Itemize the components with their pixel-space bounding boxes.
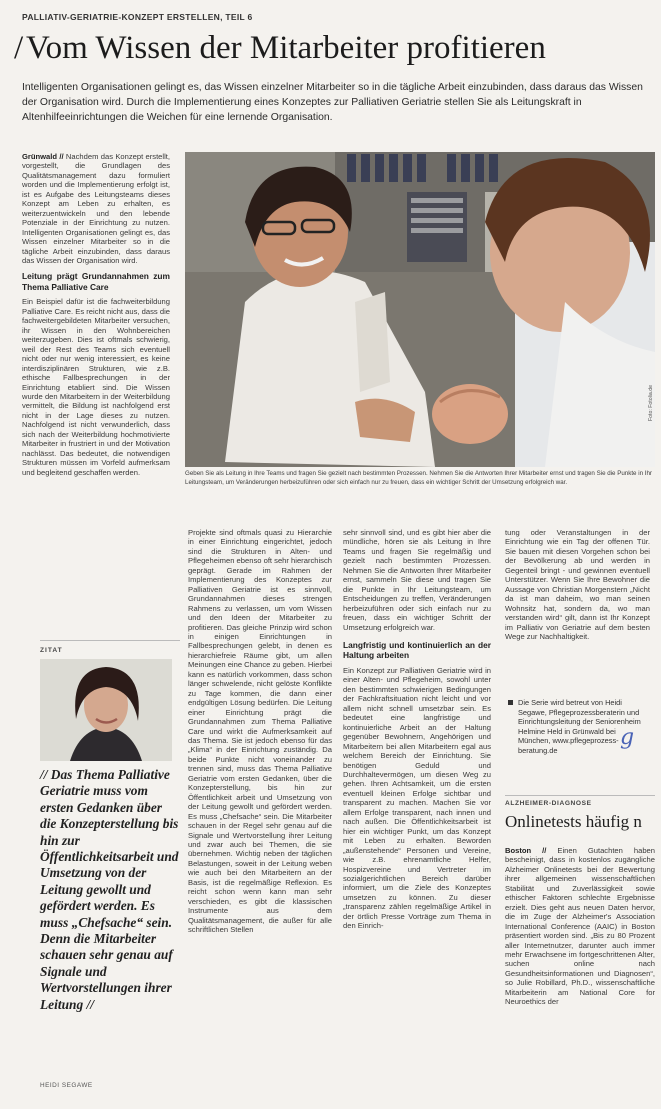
photo-credit: Foto: Fotolia.de	[648, 385, 654, 422]
photo-illustration	[185, 152, 655, 467]
col1-paragraph-1: Nachdem das Konzept erstellt, vorgestellt, die Grundlagen des Qualitätsmanagement dazu formuliert worden und die Implementierung erfolgt ist, ist es Aufgabe des Leitungsteams dieses Konzept am Leben zu erhalten, es weiterzuentwickeln und den lebende Potenziale in der Einrichtung zu nutzen. Intelligenten Organisationen gelingt es, das Wissen einzelner Mitarbeiter so in die tägliche Arbeit einzubinden, dass daraus das Wissen der Organisation wird.	[22, 152, 170, 265]
col3-subhead: Langfristig und kontinuierlich an der Haltung arbeiten	[343, 639, 491, 661]
article-headline	[14, 30, 546, 67]
column-1	[22, 152, 170, 605]
col4-paragraph-1: tung oder Veranstaltungen in der Einrichtung wie ein Tag der offenen Tür. Sie bauen mit diesen Vorgehen schon bei der Bevölkerung ab und werden in Gegenteil bringt - und gewinnen eventuell Unterstützer. Wenn Sie Ihre Bewohner die Aussage von Christian Morgenstern „Nicht da ist man daheim, wo man seinen Wohnsitz hat, sondern da, wo man verstanden wird“ gilt, dann ist Ihr Konzept im Palliativ von Geriatrie auf dem besten Wege zur Nachhaltigkeit.	[505, 528, 650, 641]
col3-paragraph-2: Ein Konzept zur Palliativen Geriatrie wird in einer Alten- und Pflegeheim, sowohl unter den bestimmten schwierigen Bedingungen der Fachkraftsituation nicht leicht und vor allem nicht schnell umsetzbar sein. Es bedeutet eine langfristige und kontinuierliche Arbeit an der Haltung gegenüber Bewohnern, Angehörigen und Mitarbeitern bei allen Mitarbeitern egal aus welchem Bereich der Einrichtung. Sie benötigen Geduld und Durchhaltevermögen, um diesen Weg zu gehen. Ihren Achtsamkeit, um die ersten eventuell kleinen Erfolge sichtbar und transparent zu machen. Machen Sie vor allem Erfolge transparent, nach innen und nach außen. Die Öffentlichkeitsarbeit ist hier ein wichtiger Punkt, um das Konzept mit Leben zu erhalten. Beworden „außenstehende“ Personen und Vereine, wie z.B. ehrenamtliche Helfer, Hospizvereine und Vertreter im sozialgerichtlichen Bereich darüber informiert, um die Ziele des Konzeptes umsetzen zu können. Zu dieser „transparenz zählen regelmäßige Artikel in der örtlich Presse Vorträge zum Thema in den Einrich-	[343, 665, 491, 931]
photo-caption: Geben Sie als Leitung in Ihre Teams und fragen Sie gezielt nach bestimmten Prozessen. Nehmen Sie die Antworten Ihrer Mitarbeiter ernst und tragen Sie die Punkte in Ihr Leitungsteam, um Veränderungen herbeizuführen oder sich einfach nur zu freuen, dass ein wichtiger Schritt der Umsetzung erfolgreich war.	[185, 470, 652, 486]
zitat-label: ZITAT	[40, 647, 63, 654]
col3-paragraph-1: sehr sinnvoll sind, und es gibt hier aber die mündliche, hören sie als Leitung in Ihre Teams und fragen Sie regelmäßig und gezielt nach bestimmten Prozessen. Nehmen Sie die Antworten Ihrer Mitarbeiter ernst, sammeln Sie diese und tragen Sie die Punkte in Ihr Leitungsteam, um Entscheidungen zu treffen, Veränderungen herbeizuführen oder sich einfach nur zu freuen, dass ein wichtiger Schritt der Umsetzung erfolgreich war.	[343, 528, 491, 632]
info-bullet-square	[508, 700, 513, 705]
article-photo	[185, 152, 655, 467]
author-portrait	[40, 659, 172, 761]
portrait-illustration	[40, 659, 172, 761]
article-intro: Intelligenten Organisationen gelingt es, das Wissen einzelner Mitarbeiter so in die tägliche Arbeit einzubinden, dass daraus das Wissen der Organisation wird. Durch die Implementierung eines Konzeptes zur Palliativen Geriatrie stellen Sie als Leitungskraft in Altenhilfeeinrichtungen die Weichen für eine lernende Organisation.	[22, 82, 643, 124]
section-divider	[505, 795, 655, 796]
column-4-bottom	[505, 846, 655, 1103]
section-label: ALZHEIMER-DIAGNOSE	[505, 800, 592, 807]
col1-paragraph-2: Ein Beispiel dafür ist die fachweiterbildung Palliative Care. Es reicht nicht aus, dass die fachweitergebildeten Mitarbeiter versuchen, ihr Wissen in den Wohnbereichen weiterzugeben. Dies ist oftmals schwierig, weil der Rest des Teams sich eventuell nicht oder nur wenig interessiert, es keine interdisziplinären Strukturen, wie z.B. ethische Fallbesprechungen in der Einrichtung etabliert sind. Die Wissen wurde den Mitarbeitern in der Weiterbildung vermittelt, die Bildung ist nachfolgend erst nicht in der Lage dieses zu nutzen. Nachfolgend ist nicht verwunderlich, dass sich nach der Weiterbildung hochmotivierte Mitarbeiter in frustriert in und der Motivation nachlässt. Das bedeutet, die notwendigen Strukturen müssen im Vorfeld aufmerksam und begleitend geschaffen werden.	[22, 297, 170, 477]
column-2	[188, 528, 332, 1103]
col4-paragraph-2: Einen Gutachten haben bescheinigt, dass in kostenlos zugängliche Alzheimer Onlinetests bei der Bewertung ihrer allgemeinen wissenschaftlichen Stabilität und Zuverlässigkeit sowie ethischer Faktoren schlechte Ergebnisse erzielt. Dies geht aus neuen Daten hervor, die im Zuge der Alzheimer's Association International Conference (AAIC) in Boston präsentiert worden sind. „Bis zu 80 Prozent aller Internetnutzer, darunter auch immer mehr Erwachsene im fortgeschrittenen Alter, suchen online nach Gesundheitsinformationen und Diagnosen“, so Julie Robillard, Ph.D., wissenschaftliche Mitarbeiterin am National Core for Neuroethics der	[505, 846, 655, 1007]
quote-author: HEIDI SEGAWE	[40, 1082, 93, 1089]
headline-text: Vom Wissen der Mitarbeiter profitieren	[26, 30, 546, 66]
col2-text: Projekte sind oftmals quasi zu Hierarchie in einer Einrichtung eingerichtet, jedoch sind die Strukturen in Alten- und Pflegeheimen ebenso oft sehr hierarchisch geprägt. Gerade im Rahmen der Implementierung des Konzeptes zur Palliativen Geriatrie ist es sinnvoll, Grundannahmen dieses strengen Rahmens zu verlassen, um vom Wissen und den Ideen der Mitarbeiter zu profitieren. Das gleiche Prinzip wird schon in einigen Einrichtungen in Fallbesprechungen gelebt, in denen es hierarchiefreie Räume gibt, um allen Meinungen eine Chance zu geben. Hierbei kann es natürlich vorkommen, dass schon länger schwelende, nicht gelöste Konflikte zu Tage kommen, die dann einer endgültigen Lösung bedürfen. Die Leitung einer Einrichtung prägt die Grundannahmen zum Thema Palliative Care und wirkt die Aufmerksamkeit auf das Thema. Sie ist jedoch ebenso für das „Klima“ in der Einrichtung zuständig. Da beide Punkte nicht voneinander zu trennen sind, muss das Thema Palliative Geriatrie vom ersten Gedanken, über die Konzepterstellung, bis hin zur Öffentlichkeit arbeit und Umsetzung von der Leitung gewollt und gefördert werden. Es muss „Chefsache“ sein. Die Mitarbeiter schauen in der Regel sehr genau auf die Signale und Wertvorstellung ihrer Leitung und zwar auch bei Themen, die sie übernehmen. Wichtig neben der täglichen Belastungen, soweit in der Leitung weben wie auch bei den Mitarbeitern an der Basis, ist die regelmäßige Reflexion. Es reicht schon wenn kann man sehr verschieden, es gibt die klassischen Instrumente aus dem Qualitätsmanagement, die außer für alle schriftlichen Stellen	[188, 528, 332, 935]
series-info-text: Die Serie wird betreut von Heidi Segawe, Pflegeprozessberaterin und Einrichtungsleitung der Seniorenheim Helmine Held in Grünwald bei München, www.pflegeprozess-beratung.de	[518, 698, 641, 755]
headline-slash-mark: /	[14, 30, 24, 66]
col1-subhead: Leitung prägt Grundannahmen zum Thema Palliative Care	[22, 271, 170, 292]
dateline-gruenwald: Grünwald //	[22, 152, 64, 161]
dateline-boston: Boston //	[505, 846, 547, 855]
article-kicker: PALLIATIV-GERIATRIE-KONZEPT ERSTELLEN, TEIL 6	[22, 12, 253, 22]
author-signature: g	[620, 725, 635, 750]
zitat-divider	[40, 640, 180, 641]
section-title: Onlinetests häufig n	[505, 812, 642, 831]
column-3	[343, 528, 491, 1103]
column-4-top	[505, 528, 650, 694]
pull-quote: // Das Thema Palliative Geriatrie muss vom ersten Gedanken über die Konzepterstellung bis hin zur Öffentlichkeitsarbeit und Umsetzung von der Leitung gewollt und gefördert werden. Es muss „Chefsache“ sein. Denn die Mitarbeiter schauen sehr genau auf Signale und Wertvorstellungen ihrer Leitung //	[40, 767, 179, 1012]
